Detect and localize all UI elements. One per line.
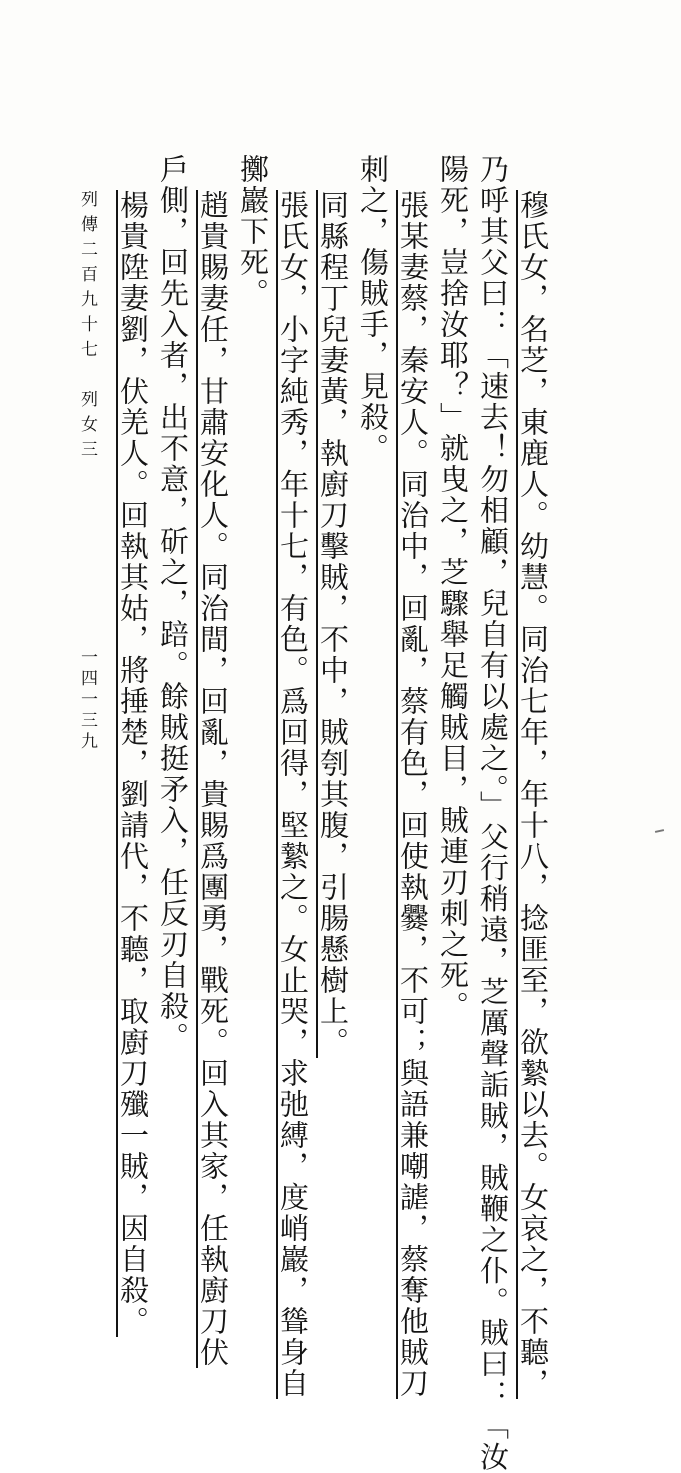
- chapter-title: 列傳二百九十七 列女三: [77, 190, 97, 465]
- text-column-5: 刺之，傷賊手，見殺。: [356, 154, 390, 464]
- text-column-7: 張氏女，小字純秀，年十七，有色。爲回得，堅縶之。女止哭，求弛縛，度峭巖，聳身自: [276, 190, 310, 1399]
- scan-speck: [655, 829, 664, 833]
- text-column-11: 楊貴陞妻劉，伏羌人。回執其姑，將捶楚，劉請代，不聽，取廚刀殲一賊，因自殺。: [116, 190, 150, 1337]
- text-column-9: 趙貴賜妻任，甘肅安化人。同治間，回亂，貴賜爲團勇，戰死。回入其家，任執廚刀伏: [196, 190, 230, 1368]
- text-column-4: 張某妻蔡，秦安人。同治中，回亂，蔡有色，回使執爨，不可；與語兼嘲謔，蔡奪他賊刀: [396, 190, 430, 1399]
- text-column-6: 同縣程丁兒妻黃，執廚刀擊賊，不中，賊刳其腹，引腸懸樹上。: [316, 190, 350, 1058]
- text-column-10: 戶側，回先入者，出不意，斫之，踣。餘賊挺矛入，任反刃自殺。: [156, 154, 190, 1053]
- text-column-3: 陽死，豈捨汝耶？」就曳之，芝驟舉足觸賊目，賊連刃刺之死。: [436, 154, 470, 1022]
- text-column-8: 擲巖下死。: [236, 154, 270, 309]
- page-number: 一四一三九: [77, 648, 97, 753]
- text-column-1: 穆氏女，名芝，東鹿人。幼慧。同治七年，年十八，捻匪至，欲縶以去。女哀之，不聽，: [516, 190, 550, 1399]
- text-column-2: 乃呼其父曰：「速去！勿相顧，兒自有以處之。」父行稍遠，芝厲聲詬賊，賊鞭之仆。賊曰：「汝: [476, 154, 510, 1473]
